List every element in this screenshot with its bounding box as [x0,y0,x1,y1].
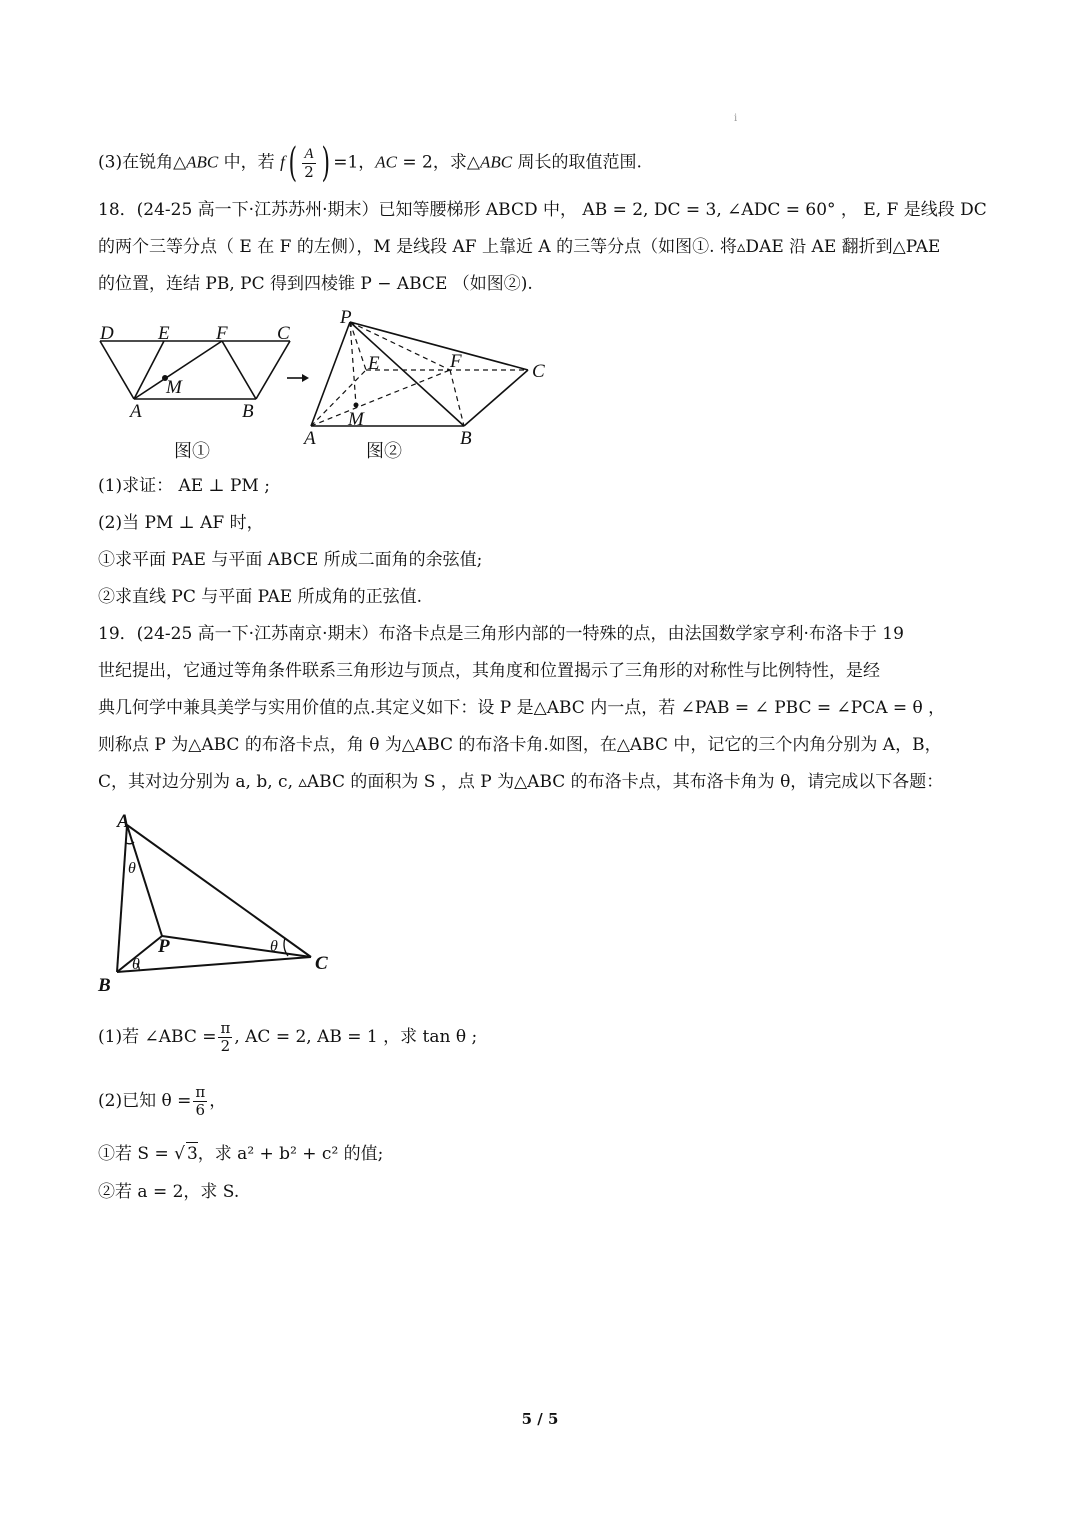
q19-part2b: ②若 a = 2，求 S. [98,1182,240,1202]
q19-p1-suffix: , AC = 2, AB = 1 ，求 tan θ ; [234,1027,478,1047]
q17-part3-eq2: = 2，求△ [397,152,480,173]
q19-part2a [98,1142,383,1165]
q17-part3-mid: 中，若 [218,152,281,173]
q19-p2-frac-num: π [195,1083,206,1101]
q18-part2a: ①求平面 PAE 与平面 ABCE 所成二面角的余弦值; [98,550,483,570]
corner-mark: i [734,113,738,124]
edge-PM-hidden [350,322,356,405]
edge-BC [256,341,290,399]
fig2-label-A: A [304,428,316,449]
q19-p2a-sqrt: 3 [186,1144,198,1164]
q18-part2: (2)当 PM ⊥ AF 时， [98,513,264,533]
fig1-label-D: D [100,323,114,344]
q19-p2a-suffix: ，求 a² + b² + c² 的值; [197,1144,384,1164]
q19-p1-prefix: (1)若 ∠ABC = [98,1027,217,1047]
q18-line3: 的位置，连结 PB, PC 得到四棱锥 P − ABCE （如图②). [98,274,533,294]
q19-line5: C，其对边分别为 a, b, c, ▵ABC 的面积为 S ，点 P 为△ABC 的布洛卡点，其布洛卡角为 θ，请完成以下各题： [98,772,944,792]
edge-FB [222,341,256,399]
edge-FB-hidden [450,370,464,426]
fig1-label-F: F [216,323,228,344]
q19-p2a-prefix: ①若 S = [98,1144,175,1164]
edge-PF-hidden [350,322,450,370]
page-number: 5 / 5 [521,1410,559,1428]
q19-p2-suffix: ， [209,1091,227,1111]
edge-AF-hidden [311,370,450,426]
q18-line2: 的两个三等分点（ E 在 F 的左侧），M 是线段 AF 上靠近 A 的三等分点（如图①. 将▵DAE 沿 AE 翻折到△PAE [98,237,941,257]
q19-label-A: A [117,811,130,832]
fig1-caption: 图① [174,441,210,461]
fig2-label-P: P [340,307,352,328]
segment-PC [162,936,311,957]
q18-part1: (1)求证： AE ⊥ PM ; [98,476,270,496]
edge-AC [127,825,311,957]
q17-part3-abc: ABC [186,152,219,172]
fig2-label-C: C [532,361,545,382]
q17-fraction [302,146,315,181]
edge-DA [100,341,134,399]
q17-part3 [98,140,642,186]
q19-line1: 19．(24-25 高一下·江苏南京·期末）布洛卡点是三角形内部的一特殊的点，由法国数学家亨利·布洛卡于 19 [98,624,904,644]
q19-figure-triangle [90,805,350,1000]
fig2-caption: 图② [366,441,402,461]
q19-line2: 世纪提出，它通过等角条件联系三角形边与顶点，其角度和位置揭示了三角形的对称性与比例特性，是经 [98,661,880,681]
left-paren: ( [288,140,297,186]
edge-PA [311,322,350,426]
edge-AB [117,825,127,972]
q19-part1 [98,1018,477,1056]
q17-part3-f: f [280,152,285,172]
edge-BC [117,957,311,972]
right-paren: ) [321,140,330,186]
q19-p1-fraction [218,1020,232,1055]
q19-label-P: P [158,936,170,957]
q19-p1-frac-num: π [220,1019,231,1037]
q19-p2-prefix: (2)已知 θ = [98,1091,192,1111]
q18-line1: 18．(24-25 高一下·江苏苏州·期末）已知等腰梯形 ABCD 中， AB = 2, DC = 3, ∠ADC = 60° ， E, F 是线段 DC [98,200,987,220]
figure-1-trapezoid [100,341,290,399]
q19-theta-C: θ [270,938,278,955]
q19-line3: 典几何学中兼具美学与实用价值的点.其定义如下：设 P 是△ABC 内一点，若 ∠PAB = ∠ PBC = ∠PCA = θ ， [98,698,946,718]
fig1-label-C: C [277,323,290,344]
q17-part3-abc2: ABC [479,152,513,172]
q18-part2b: ②求直线 PC 与平面 PAE 所成角的正弦值. [98,587,423,607]
q19-theta-A: θ [128,860,136,877]
q19-part2 [98,1082,226,1120]
q19-label-C: C [315,953,328,974]
q19-theta-B: θ [132,956,140,973]
q19-p2-fraction [193,1084,207,1119]
fig2-label-E: E [368,353,380,374]
edge-BC [464,370,528,426]
figure-2-pyramid [311,322,528,426]
q19-line4: 则称点 P 为△ABC 的布洛卡点，角 θ 为△ABC 的布洛卡角.如图，在△ABC 中，记它的三个内角分别为 A，B， [98,735,942,755]
point-M-2 [354,403,359,408]
q19-label-B: B [98,975,111,996]
q18-figures [90,305,570,470]
fig2-label-F: F [450,351,462,372]
q17-part3-eq1: =1， [333,152,376,173]
sqrt-sign: √ [174,1144,185,1164]
fig1-label-A: A [130,401,142,422]
angle-arc-A [126,842,134,844]
fig1-label-E: E [158,323,170,344]
q17-frac-num: A [304,145,314,162]
q17-frac-den: 2 [304,162,314,181]
q17-part3-ac: AC [375,152,397,172]
q19-p2-frac-den: 6 [195,1101,206,1119]
fig1-label-M: M [166,377,182,398]
q19-p1-frac-den: 2 [220,1037,231,1055]
arrow-icon [287,374,309,382]
q17-part3-suffix: 周长的取值范围. [512,152,642,173]
fig2-label-M: M [348,409,364,430]
q17-part3-prefix: (3)在锐角△ [98,152,187,173]
fig2-label-B: B [460,428,472,449]
fig1-label-B: B [242,401,254,422]
segment-PA [127,825,162,936]
edge-AE [134,341,164,399]
